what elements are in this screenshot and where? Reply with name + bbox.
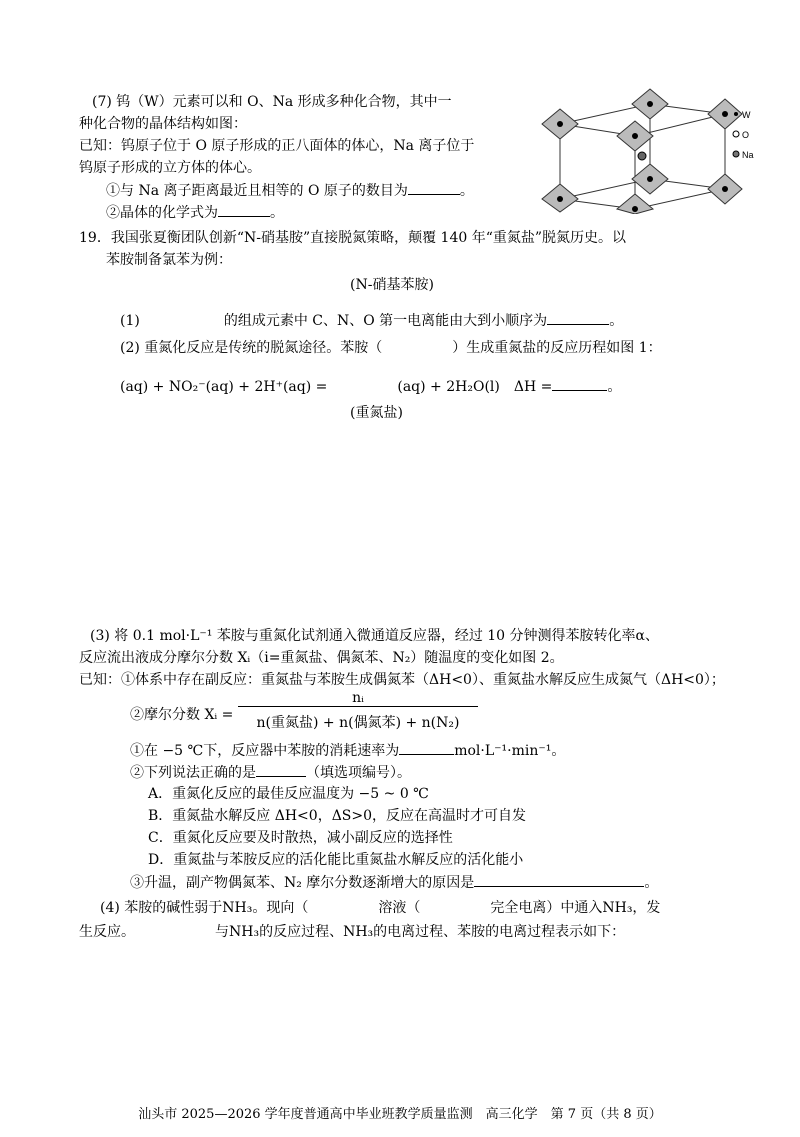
diazotization-equation: (aq) + NO₂⁻(aq) + 2H⁺(aq) = (aq) + 2H₂O(l) ΔH = 。 [120,376,621,397]
subq-2: ②下列说法正确的是 （填选项编号）。 [130,762,411,783]
option-d: D．重氮盐与苯胺反应的活化能比重氮盐水解反应的活化能小 [148,852,524,868]
q7-stem-line1: (7) 钨（W）元素可以和 O、Na 形成多种化合物，其中一 [92,94,452,110]
page-footer: 汕头市 2025—2026 学年度普通高中毕业班教学质量监测 高三化学 第 7 页（共 8 页） [138,1107,662,1122]
q19-part4-line1: (4) 苯胺的碱性弱于NH₃。现向（ 溶液（ 完全电离）中通入NH₃，发 [100,900,661,916]
subq-3: ③升温，副产物偶氮苯、N₂ 摩尔分数逐渐增大的原因是 。 [130,872,658,893]
q7-stem-line2: 种化合物的晶体结构如图： [79,116,247,132]
q19-intro-line2: 苯胺制备氯苯为例： [106,252,232,268]
q19-part4-line2: 生反应。 与NH₃的反应过程、NH₃的电离过程、苯胺的电离过程表示如下： [79,924,626,940]
legend-o: O [742,130,750,140]
q19-part3-line1: (3) 将 0.1 mol·L⁻¹ 苯胺与重氮化试剂通入微通道反应器，经过 10 分钟测得苯胺转化率α、 [90,628,659,644]
q7-known-line1: 已知：钨原子位于 O 原子形成的正八面体的体心，Na 离子位于 [79,138,475,154]
diazonium-salt-label: (重氮盐) [350,405,403,421]
option-c: C．重氮化反应要及时散热，减小副反应的选择性 [148,830,453,846]
q7-known-line2: 钨原子形成的立方体的体心。 [79,160,261,176]
legend-na: Na [742,150,754,160]
legend-w: W [742,110,751,120]
nitro-label: (N-硝基苯胺) [350,277,434,293]
q19-intro-line1: 19．我国张夏衡团队创新“N-硝基胺”直接脱氮策略，颠覆 140 年“重氮盐”脱氮历史。以 [79,230,627,246]
known-side-reactions: 已知：①体系中存在副反应：重氮盐与苯胺生成偶氮苯（ΔH<0）、重氮盐水解反应生成氮气（ΔH<0）； [79,672,725,688]
crystal-structure-figure [520,84,765,214]
subq-1: ①在 −5 ℃下，反应器中苯胺的消耗速率为 mol·L⁻¹·min⁻¹。 [130,740,565,761]
option-b: B．重氮盐水解反应 ΔH<0，ΔS>0，反应在高温时才可自发 [148,808,527,824]
frac-numerator: nᵢ [238,690,478,707]
q7-sub2: ②晶体的化学式为 。 [106,202,284,223]
q7-sub1: ①与 Na 离子距离最近且相等的 O 原子的数目为 。 [106,180,474,201]
option-a: A．重氮化反应的最佳反应温度为 −5 ~ 0 ℃ [148,786,429,802]
q19-part1: (1) 的组成元素中 C、N、O 第一电离能由大到小顺序为 。 [120,310,623,331]
q19-part3-line2: 反应流出液成分摩尔分数 Xᵢ（i=重氮盐、偶氮苯、N₂）随温度的变化如图 2。 [79,650,564,666]
frac-denominator: n(重氮盐) + n(偶氮苯) + n(N₂) [256,715,460,731]
mole-fraction-def: ②摩尔分数 Xᵢ = [130,707,234,723]
q19-part2: (2) 重氮化反应是传统的脱氮途径。苯胺（ ）生成重氮盐的反应历程如图 1： [120,340,662,356]
